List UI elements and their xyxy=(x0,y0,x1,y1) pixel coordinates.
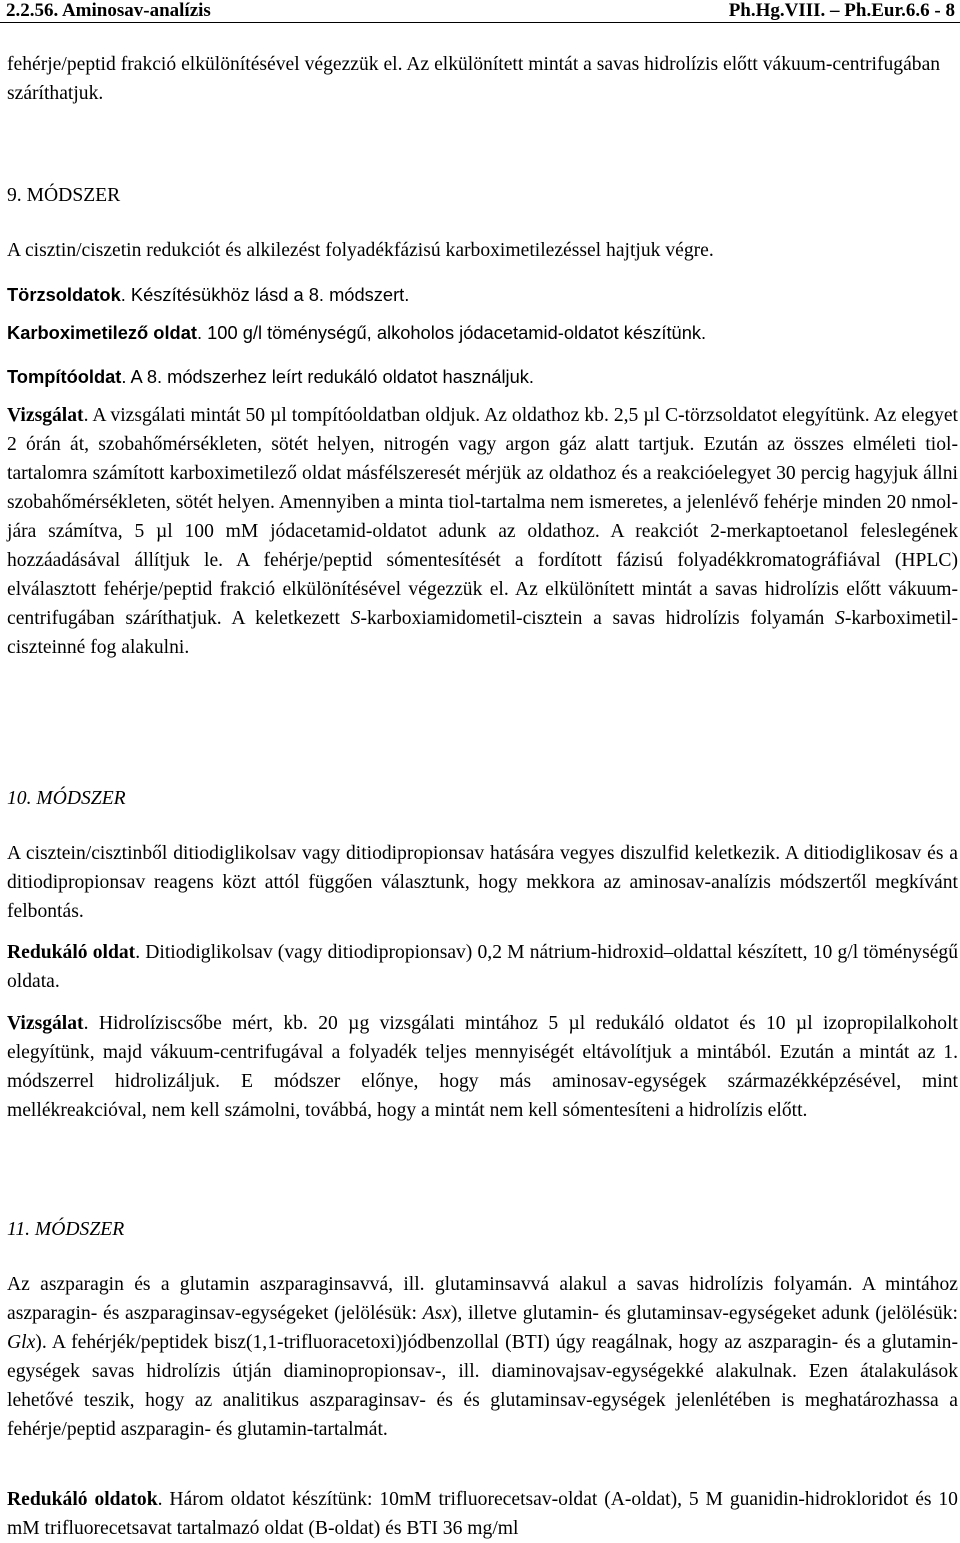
test-text-cont: -karboxiamidometil-cisztein a savas hidrolízis folyamán xyxy=(360,608,836,629)
intro-paragraph: fehérje/peptid frakció elkülönítésével végezzük el. Az elkülönített mintát a savas hidrolízis előtt vákuum-centrifugában száríthatjuk. xyxy=(7,54,941,104)
method-9-test-paragraph xyxy=(7,401,958,662)
glx-abbreviation: Glx xyxy=(7,1332,36,1353)
method-10-intro: A cisztein/cisztinből ditiodiglikolsav vagy ditiodipropionsav hatására vegyes diszulfid keletkezik. A ditiodiglikosav és a ditiodipropionsav reagens közt attól függően választunk, hogy mekkora az aminosav-analízis módszertől megkívánt felbontás. xyxy=(7,843,958,922)
stock-solutions-text: . Készítésükhöz lásd a 8. módszert. xyxy=(120,284,410,305)
running-header xyxy=(0,0,960,23)
method-10-reducing-solution xyxy=(7,938,958,996)
method-9-buffer-solution xyxy=(7,362,958,391)
reducing-solutions-text: . Három oldatot készítünk: 10mM trifluorecetsav-oldat (A-oldat), 5 M guanidin-hidrokloridot és 10 mM trifluorecetsavat tartalmazó oldat (B-oldat) és BTI 36 mg/ml xyxy=(7,1489,958,1539)
reducing-solution-label: Redukáló oldat xyxy=(7,942,136,963)
test-text-end: -karboximetil-ciszteinné fog alakulni. xyxy=(7,608,959,658)
asx-abbreviation: Asx xyxy=(422,1303,451,1324)
method-11-reducing-solutions xyxy=(7,1485,958,1543)
intro-text-cont: ), illetve glutamin- és glutaminsav-egységeket adunk (jelölésük: xyxy=(450,1303,958,1324)
section-title: 2.2.56. Aminosav-analízis xyxy=(6,0,211,21)
buffer-solution-label: Tompítóoldat xyxy=(7,366,122,387)
test-label: Vizsgálat xyxy=(7,1013,84,1034)
reducing-solution-text: . Ditiodiglikolsav (vagy ditiodipropionsav) 0,2 M nátrium-hidroxid–oldattal készített, 10 g/l töménységű oldata. xyxy=(7,942,958,992)
method-9-stock-solutions xyxy=(7,280,958,309)
method-11-heading: 11. MÓDSZER xyxy=(7,1219,125,1240)
s-prefix: S xyxy=(350,608,361,629)
method-10-heading: 10. MÓDSZER xyxy=(7,788,126,809)
carboxymethylating-text: . 100 g/l töménységű, alkoholos jódacetamid-oldatot készítünk. xyxy=(196,322,707,343)
intro-text: Az aszparagin és a glutamin aszparaginsavvá, ill. glutaminsavvá alakul a savas hidrolízis folyamán. A mintához aszparagin- és aszparaginsav-egységeket (jelölésük: xyxy=(7,1274,958,1324)
method-9-intro: A cisztin/ciszetin redukciót és alkilezést folyadékfázisú karboximetilezéssel hajtjuk végre. xyxy=(7,240,714,261)
reducing-solutions-label: Redukáló oldatok xyxy=(7,1489,158,1510)
test-text: . Hidrolíziscsőbe mért, kb. 20 µg vizsgálati mintához 5 µl redukáló oldatot és 10 µl izopropilalkoholt elegyítünk, majd vákuum-centrifugával a folyadék teljes mennyiségét eltávolítjuk a mintából. Ezután a mintát az 1. módszerrel hidrolizáljuk. E módszer előnye, hogy más aminosav-egységek származékképzésével, mint mellékreakcióval, nem kell számolni, továbbá, hogy a mintát nem kell sómentesíteni a hidrolízis előtt. xyxy=(7,1013,958,1121)
pharmacopoeia-reference: Ph.Hg.VIII. – Ph.Eur.6.6 - 8 xyxy=(728,0,955,21)
method-9-heading: 9. MÓDSZER xyxy=(7,185,121,206)
s-prefix: S xyxy=(835,608,845,629)
method-9-carboxymethylating-solution xyxy=(7,318,958,347)
test-label: Vizsgálat xyxy=(7,405,84,426)
method-10-test-paragraph xyxy=(7,1009,958,1125)
intro-text-end: ). A fehérjék/peptidek bisz(1,1-trifluoracetoxi)jódbenzollal (BTI) úgy reagálnak, hogy az aszparagin- és a glutamin-egységek savas hidrolízis útján diaminopropionsav-, ill. diaminovajsav-egységekké alakulnak. Ezen átalakulások lehetővé teszik, hogy az analitikus aszparaginsav- és és glutaminsav-egységek jelenlétében is meghatározhassa a fehérje/peptid aszparagin- és glutamin-tartalmát. xyxy=(7,1332,958,1440)
test-text: . A vizsgálati mintát 50 µl tompítóoldatban oldjuk. Az oldathoz kb. 2,5 µl C-törzsoldatot elegyítünk. Az elegyet 2 órán át, szobahőmérsékleten, sötét helyen, nitrogén vagy argon gáz alatt tartjuk. Ezután az összes elméleti tiol-tartalomra számított karboximetilező oldat másfélszeresét mérjük az oldathoz és a reakcióelegyet 30 percig hagyjuk állni szobahőmérsékleten, sötét helyen. Amennyiben a minta tiol-tartalma nem ismeretes, a jelenlévő fehérje minden 20 nmol-jára számítva, 5 µl 100 mM jódacetamid-oldatot adunk az oldathoz. A reakciót 2-merkaptoetanol feleslegének hozzáadásával állítjuk le. A fehérje/peptid sómentesítését a fordított fázisú folyadékkromatográfiával (HPLC) elválasztott fehérje/peptid frakció elkülönítésével végezzük el. Az elkülönített mintát a savas hidrolízis előtt vákuum-centrifugában száríthatjuk. A keletkezett xyxy=(7,405,958,629)
buffer-solution-text: . A 8. módszerhez leírt redukáló oldatot használjuk. xyxy=(121,366,534,387)
carboxymethylating-label: Karboximetilező oldat xyxy=(7,322,197,343)
method-11-intro xyxy=(7,1270,958,1444)
stock-solutions-label: Törzsoldatok xyxy=(7,284,121,305)
